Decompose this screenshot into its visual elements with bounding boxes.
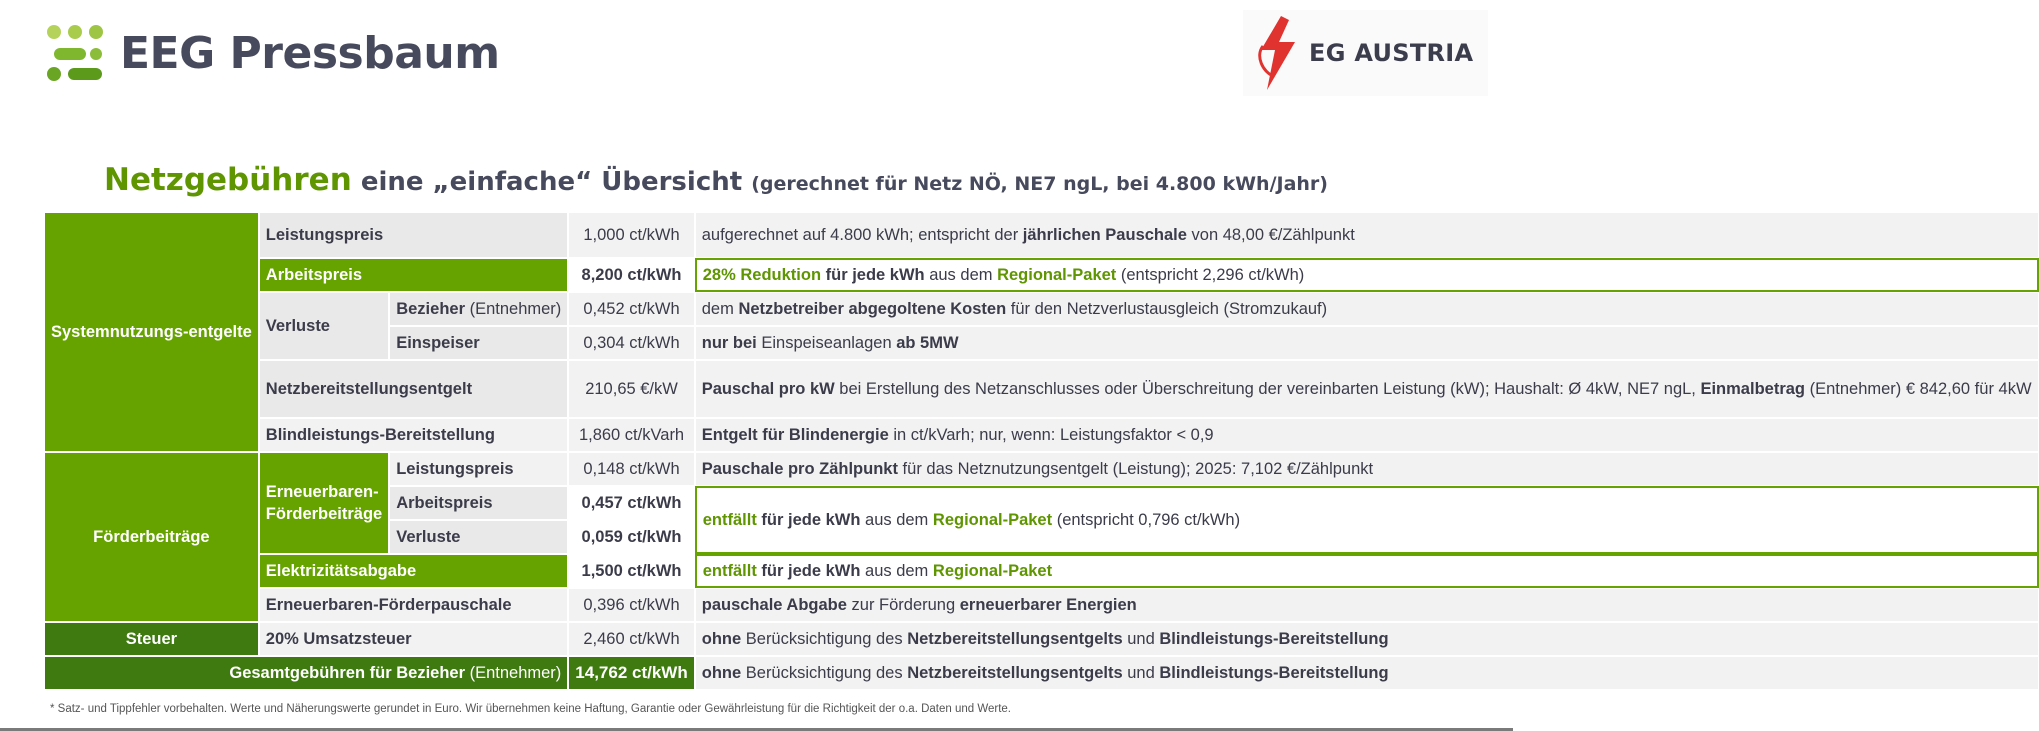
desc-einspeiser: nur bei Einspeiseanlagen ab 5MW xyxy=(695,326,2039,360)
row-label-bezieher: Bezieher (Entnehmer) xyxy=(389,292,568,326)
title-subtitle: (gerechnet für Netz NÖ, NE7 ngL, bei 4.800 kWh/Jahr) xyxy=(751,173,1328,195)
fee-table xyxy=(44,212,2039,690)
desc-arbeitspreis: 28% Reduktion für jede kWh aus dem Regional-Paket (entspricht 2,296 ct/kWh) xyxy=(695,258,2039,292)
table-row xyxy=(44,360,2039,418)
value-umsatzsteuer: 2,460 ct/kWh xyxy=(568,622,694,656)
value-leistungspreis: 1,000 ct/kWh xyxy=(568,212,694,258)
table-row xyxy=(44,656,2039,690)
table-row xyxy=(44,258,2039,292)
row-label-ef-leistungspreis: Leistungspreis xyxy=(389,452,568,486)
row-label-blindleistung: Blindleistungs-Bereitstellung xyxy=(259,418,569,452)
eg-austria-logo xyxy=(1243,10,1488,96)
row-label-foerderpauschale: Erneuerbaren-Förderpauschale xyxy=(259,588,569,622)
title-highlight: Netzgebühren xyxy=(104,162,352,198)
desc-leistungspreis: aufgerechnet auf 4.800 kWh; entspricht der jährlichen Pauschale von 48,00 €/Zählpunkt xyxy=(695,212,2039,258)
row-label-einspeiser: Einspeiser xyxy=(389,326,568,360)
page-title xyxy=(104,162,1328,198)
eeg-pressbaum-logo xyxy=(46,24,500,82)
value-ef-arbeitspreis: 0,457 ct/kWh xyxy=(568,486,694,520)
table-row xyxy=(44,452,2039,486)
desc-ef-leistungspreis: Pauschale pro Zählpunkt für das Netznutzungsentgelt (Leistung); 2025: 7,102 €/Zählpunkt xyxy=(695,452,2039,486)
table-row xyxy=(44,292,2039,326)
row-label-verluste: Verluste xyxy=(259,292,389,360)
row-label-umsatzsteuer: 20% Umsatzsteuer xyxy=(259,622,569,656)
table-row xyxy=(44,212,2039,258)
value-foerderpauschale: 0,396 ct/kWh xyxy=(568,588,694,622)
desc-foerderpauschale: pauschale Abgabe zur Förderung erneuerbarer Energien xyxy=(695,588,2039,622)
value-arbeitspreis: 8,200 ct/kWh xyxy=(568,258,694,292)
value-bezieher: 0,452 ct/kWh xyxy=(568,292,694,326)
desc-blindleistung: Entgelt für Blindenergie in ct/kVarh; nur, wenn: Leistungsfaktor < 0,9 xyxy=(695,418,2039,452)
partner-name: EG AUSTRIA xyxy=(1309,39,1474,67)
value-gesamt: 14,762 ct/kWh xyxy=(568,656,694,690)
eeg-dots-logo-icon xyxy=(46,24,104,82)
category-systemnutzung: Systemnutzungs-entgelte xyxy=(44,212,259,452)
table-row xyxy=(44,554,2039,588)
value-elektrizitaetsabgabe: 1,500 ct/kWh xyxy=(568,554,694,588)
category-steuer: Steuer xyxy=(44,622,259,656)
value-blindleistung: 1,860 ct/kVarh xyxy=(568,418,694,452)
row-label-leistungspreis: Leistungspreis xyxy=(259,212,569,258)
value-ef-verluste: 0,059 ct/kWh xyxy=(568,520,694,554)
disclaimer-footnote: * Satz- und Tippfehler vorbehalten. Werte und Näherungswerte gerundet in Euro. Wir übernehmen keine Haftung, Garantie oder Gewährleistung für die Richtigkeit der o.a. Daten und Werte. xyxy=(50,703,1012,715)
row-label-ef-arbeitspreis: Arbeitspreis xyxy=(389,486,568,520)
brand-name: EEG Pressbaum xyxy=(120,27,500,79)
value-ef-leistungspreis: 0,148 ct/kWh xyxy=(568,452,694,486)
row-label-gesamt: Gesamtgebühren für Bezieher (Entnehmer) xyxy=(44,656,568,690)
eg-austria-bolt-icon xyxy=(1255,16,1299,90)
table-row xyxy=(44,622,2039,656)
category-foerderbeitraege: Förderbeiträge xyxy=(44,452,259,622)
table-row xyxy=(44,418,2039,452)
desc-ef-arbeitspreis-verluste: entfällt für jede kWh aus dem Regional-Paket (entspricht 0,796 ct/kWh) xyxy=(695,486,2039,554)
row-label-erneuerbaren-foerderbeitraege: Erneuerbaren-Förderbeiträge xyxy=(259,452,389,554)
row-label-arbeitspreis: Arbeitspreis xyxy=(259,258,569,292)
table-row xyxy=(44,588,2039,622)
desc-bezieher: dem Netzbetreiber abgegoltene Kosten für den Netzverlustausgleich (Stromzukauf) xyxy=(695,292,2039,326)
desc-gesamt: ohne Berücksichtigung des Netzbereitstellungsentgelts und Blindleistungs-Bereitstellung xyxy=(695,656,2039,690)
row-label-netzbereitstellung: Netzbereitstellungsentgelt xyxy=(259,360,569,418)
row-label-ef-verluste: Verluste xyxy=(389,520,568,554)
desc-umsatzsteuer: ohne Berücksichtigung des Netzbereitstellungsentgelts und Blindleistungs-Bereitstellung xyxy=(695,622,2039,656)
title-main: eine „einfache“ Übersicht xyxy=(351,167,752,197)
row-label-elektrizitaetsabgabe: Elektrizitätsabgabe xyxy=(259,554,569,588)
desc-netzbereitstellung: Pauschal pro kW bei Erstellung des Netzanschlusses oder Überschreitung der vereinbarten Leistung (kW); Haushalt: Ø 4kW, NE7 ngL, Einmalbetrag (Entnehmer) € 842,60 für 4kW xyxy=(695,360,2039,418)
desc-elektrizitaetsabgabe: entfällt für jede kWh aus dem Regional-Paket xyxy=(695,554,2039,588)
value-einspeiser: 0,304 ct/kWh xyxy=(568,326,694,360)
value-netzbereitstellung: 210,65 €/kW xyxy=(568,360,694,418)
